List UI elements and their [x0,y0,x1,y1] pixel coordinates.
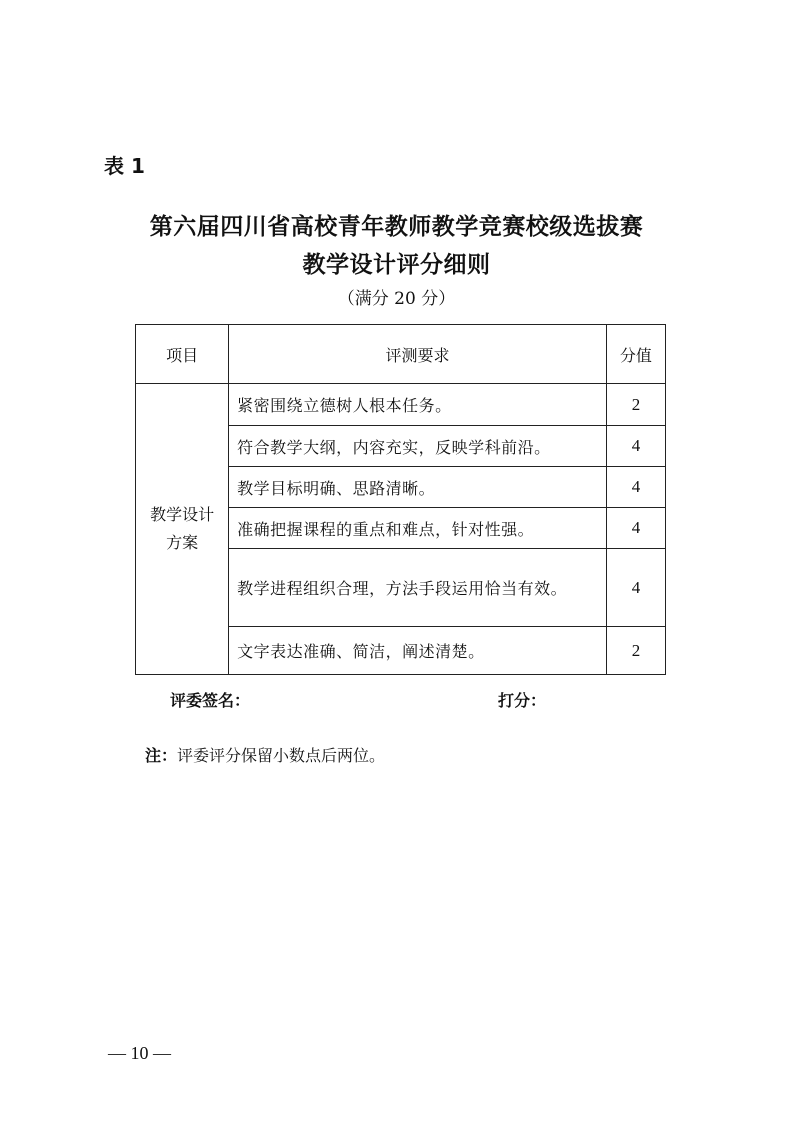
requirement-cell: 准确把握课程的重点和难点，针对性强。 [229,508,607,549]
full-score-subtitle: （满分 20 分） [337,289,456,309]
requirement-cell: 教学进程组织合理，方法手段运用恰当有效。 [229,549,607,627]
score-cell: 4 [606,426,665,467]
requirement-cell: 符合教学大纲，内容充实，反映学科前沿。 [229,426,607,467]
score-cell: 4 [606,467,665,508]
requirement-cell: 教学目标明确、思路清晰。 [229,467,607,508]
footnote [145,743,385,766]
rubric-table [135,324,666,675]
score-cell: 4 [606,508,665,549]
table-label: 表 1 [104,154,145,178]
document-title: 第六届四川省高校青年教师教学竞赛校级选拔赛 [149,213,644,240]
score-label: 打分： [498,691,547,710]
score-cell: 2 [606,627,665,675]
header-score: 分值 [606,325,665,384]
footnote-text: 评委评分保留小数点后两位。 [177,746,386,765]
requirement-cell: 文字表达准确、简洁，阐述清楚。 [229,627,607,675]
item-label-line1: 教学设计 [150,505,215,524]
item-label-line2: 方案 [166,533,199,552]
footnote-prefix: 注： [145,746,178,765]
score-cell: 2 [606,384,665,426]
document-title-line2: 教学设计评分细则 [302,251,491,278]
judge-signature-label: 评委签名： [170,691,251,710]
item-cell [136,384,229,675]
requirement-cell: 紧密围绕立德树人根本任务。 [229,384,607,426]
header-item: 项目 [136,325,229,384]
score-cell: 4 [606,549,665,627]
header-requirement: 评测要求 [229,325,607,384]
table-header-row [136,325,666,384]
table-row [136,384,666,426]
page-number: — 10 — [108,1043,171,1063]
